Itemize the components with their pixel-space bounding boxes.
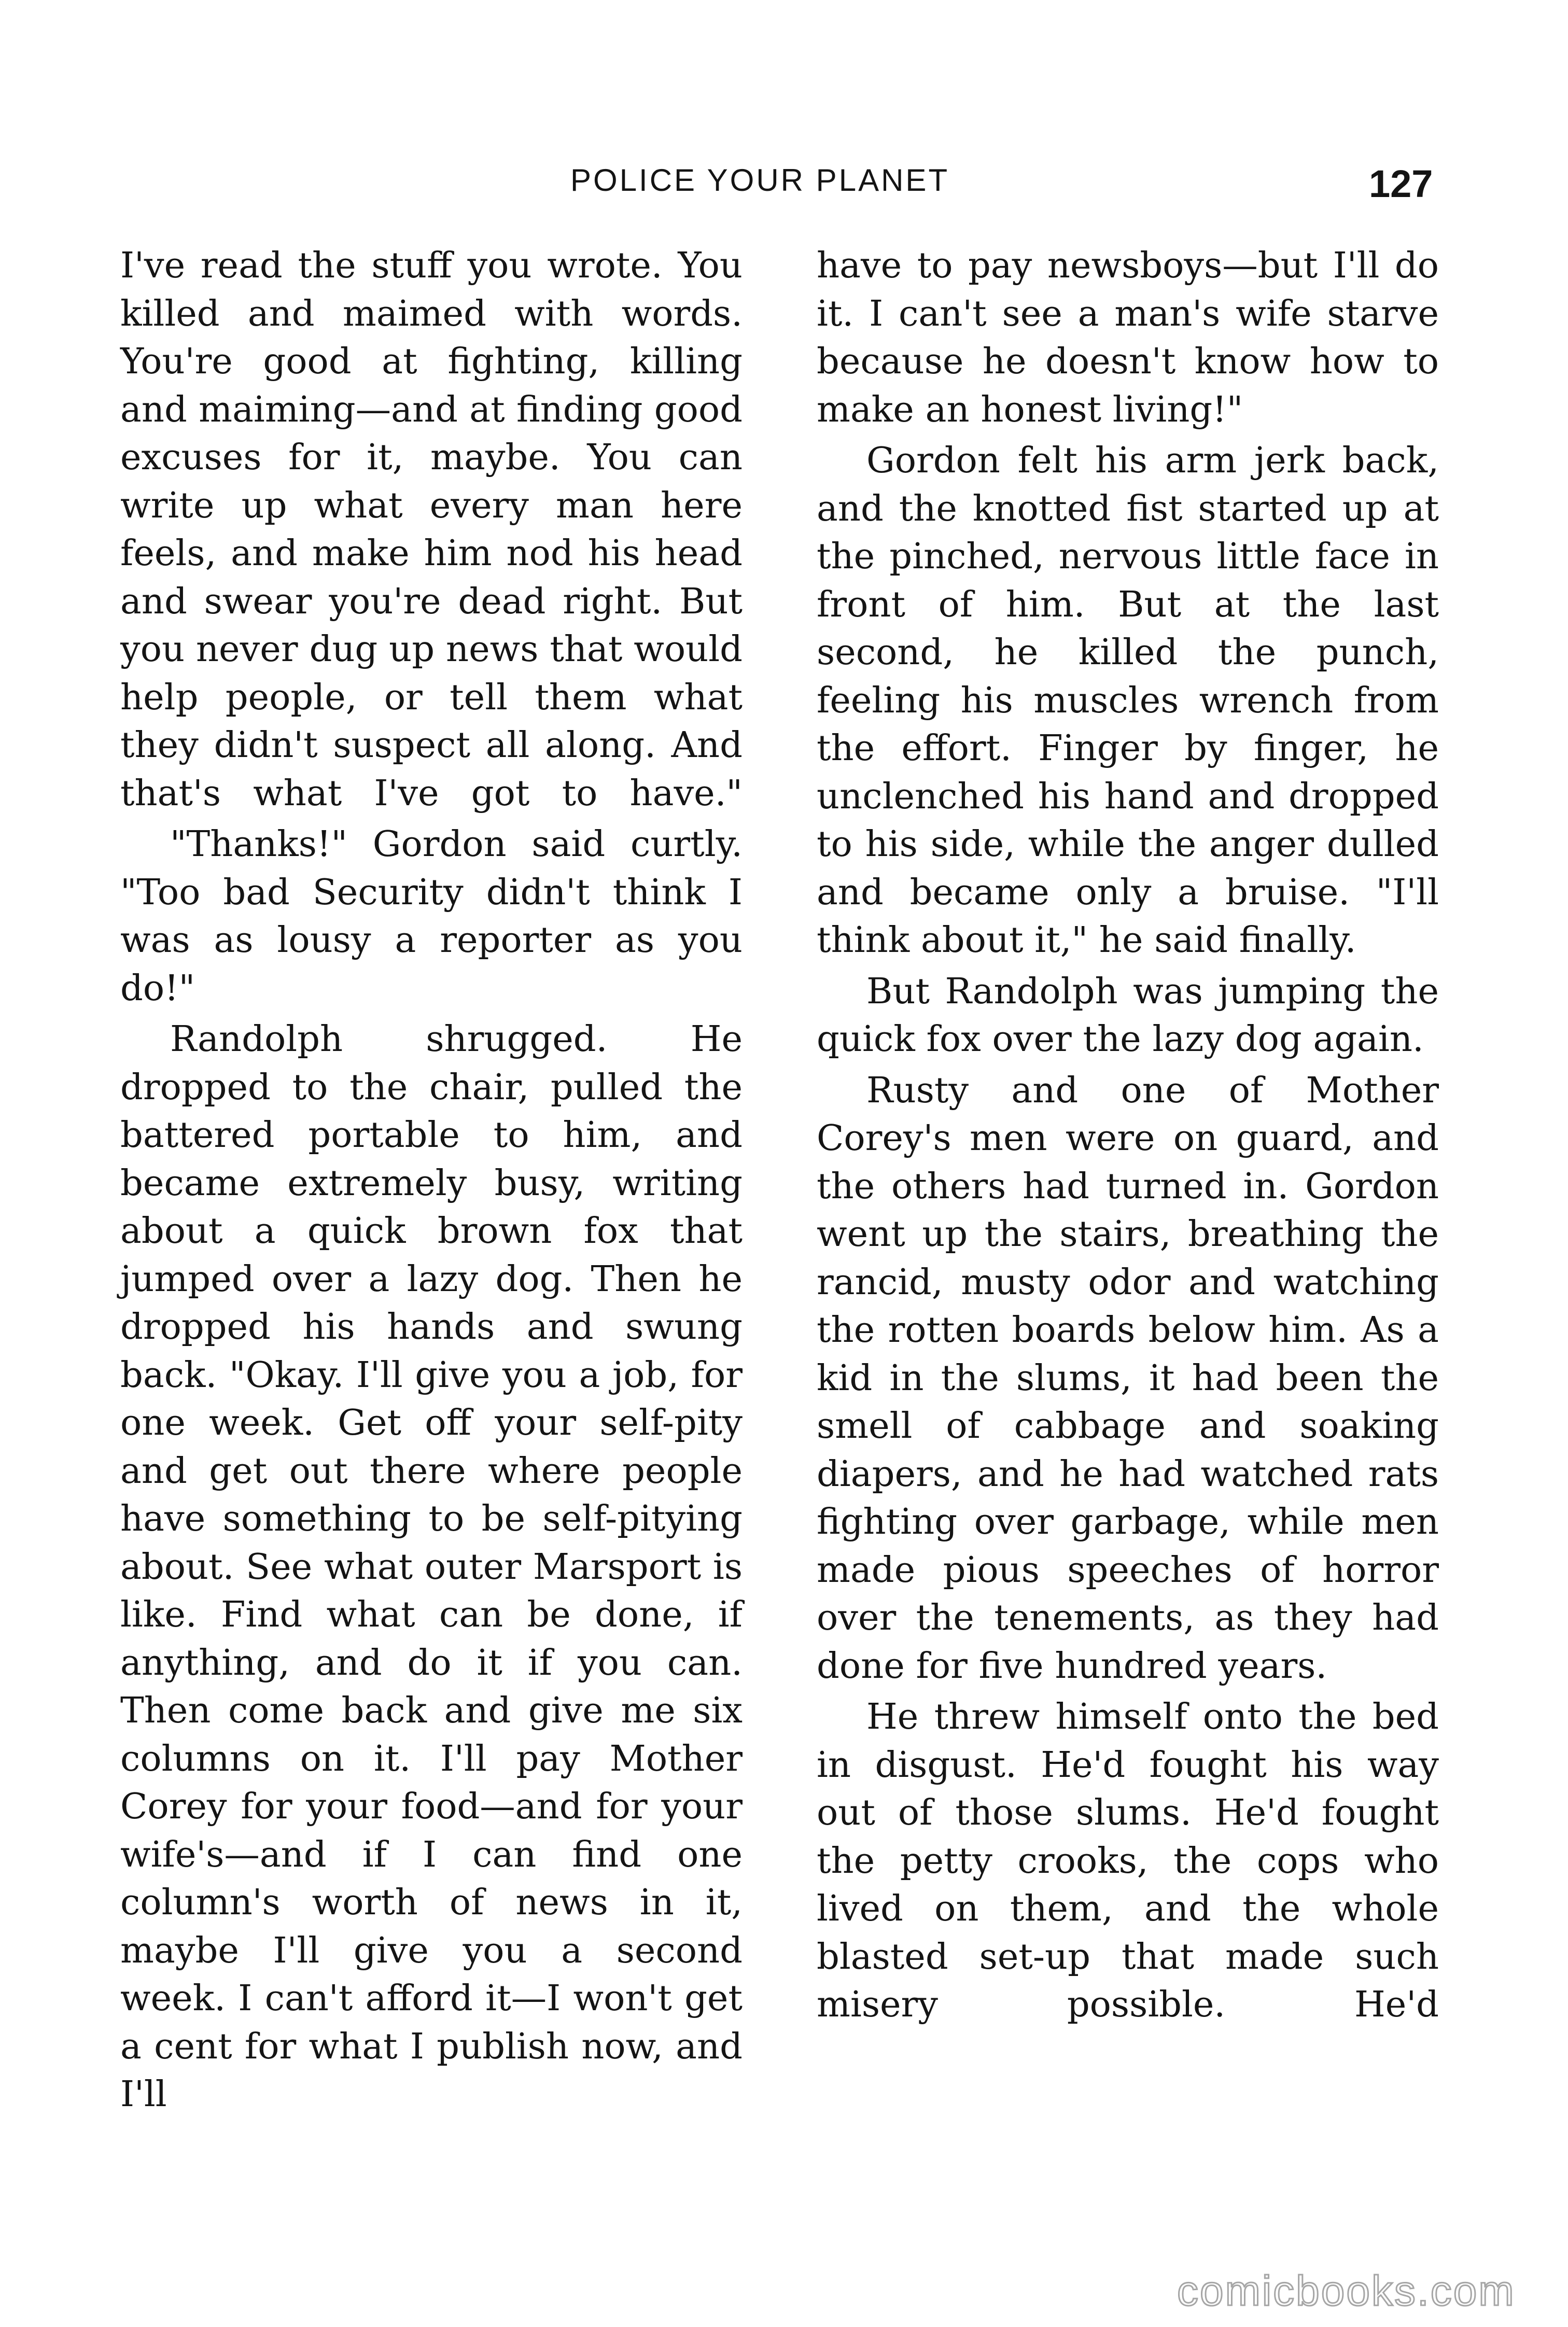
left-column [120, 242, 743, 2119]
paragraph: Rusty and one of Mother Corey's men were on guard, and the others had turned in. Gordon went up the stairs, breathing the rancid, musty odor and watching the rotten boards below him. As a kid in the slums, it had been the smell of cabbage and soaking diapers, and he had watched rats fighting over garbage, while men made pious speeches of horror over the tenements, as they had done for five hundred years. [817, 1069, 1439, 1687]
paragraph: I've read the stuff you wrote. You killed and maimed with words. You're good at fighting, killing and maiming—and at finding good excuses for it, maybe. You can write up what every man here feels, and make him nod his head and swear you're dead right. But you never dug up news that would help people, or tell them what they didn't suspect all along. And that's what I've got to have." [120, 245, 743, 814]
paragraph: He threw himself onto the bed in disgust. He'd fought his way out of those slums. He'd fought the petty crooks, the cops who lived on them, and the whole blasted set-up that made such misery possible. He'd [817, 1696, 1439, 2025]
page-number: 127 [1369, 162, 1433, 205]
watermark: comicbooks.com [1177, 2267, 1516, 2315]
running-header: POLICE YOUR PLANET [570, 163, 950, 198]
right-column [817, 242, 1439, 2029]
paragraph: But Randolph was jumping the quick fox over the lazy dog again. [817, 970, 1439, 1060]
paragraph: Randolph shrugged. He dropped to the chair, pulled the battered portable to him, and became extremely busy, writing about a quick brown fox that jumped over a lazy dog. Then he dropped his hands and swung back. "Okay. I'll give you a job, for one week. Get off your self-pity and get out there where people have something to be self-pitying about. See what outer Marsport is like. Find what can be done, if anything, and do it if you can. Then come back and give me six columns on it. I'll pay Mother Corey for your food—and for your wife's—and if I can find one column's worth of news in it, maybe I'll give you a second week. I can't afford it—I won't get a cent for what I publish now, and I'll [120, 1018, 743, 2115]
paragraph: "Thanks!" Gordon said curtly. "Too bad Security didn't think I was as lousy a reporter as you do!" [120, 823, 743, 1009]
paragraph: have to pay newsboys—but I'll do it. I can't see a man's wife starve because he doesn't know how to make an honest living!" [817, 245, 1439, 430]
paragraph: Gordon felt his arm jerk back, and the knotted fist started up at the pinched, nervous little face in front of him. But at the last second, he killed the punch, feeling his muscles wrench from the effort. Finger by finger, he unclenched his hand and dropped to his side, while the anger dulled and became only a bruise. "I'll think about it," he said finally. [817, 440, 1439, 961]
